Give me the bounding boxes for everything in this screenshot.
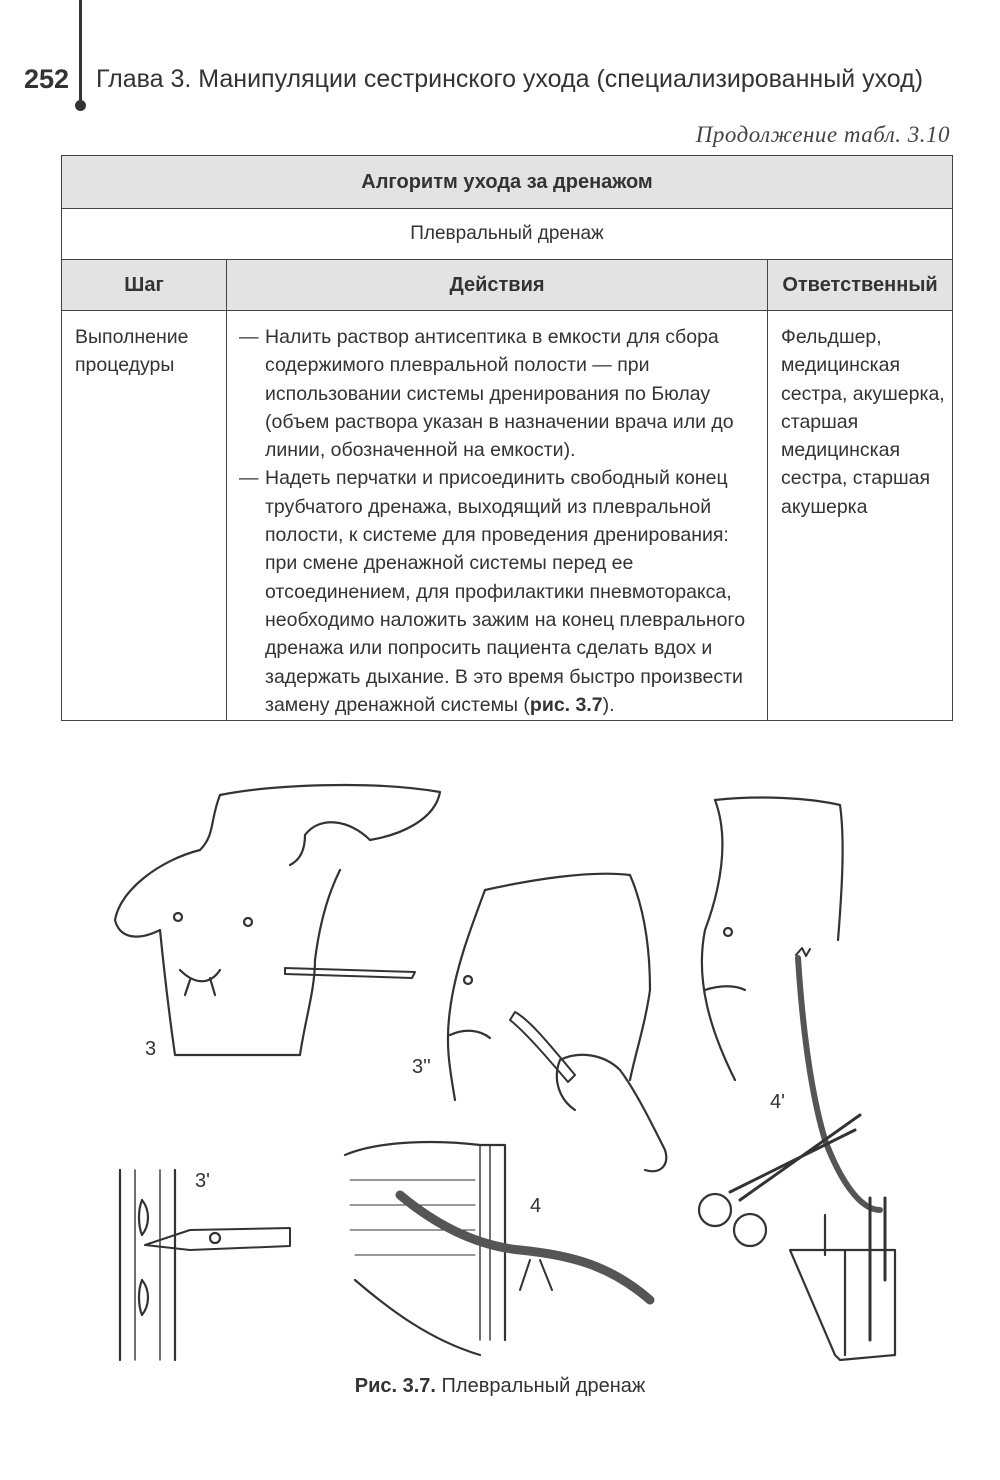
panel-label-3: 3 bbox=[145, 1038, 157, 1060]
actions-cell bbox=[227, 311, 768, 721]
figure-reference-open: ( bbox=[523, 693, 530, 716]
panel-label-3-prime: 3' bbox=[195, 1170, 210, 1192]
panel-label-3-double-prime: 3'' bbox=[412, 1056, 431, 1078]
action-text: Налить раствор антисептика в емкости для сбора содержимого плевральной полости — при использовании системы дренирования по Бюлау (объем раствора указан в назначении врача или до линии, обозначенной на емкости). bbox=[265, 326, 734, 462]
table-subtitle-row bbox=[62, 209, 953, 260]
responsible-cell: Фельдшер, медицинская сестра, акушерка, старшая медицинская сестра, старшая акушерка bbox=[768, 311, 953, 721]
page-number: 252 bbox=[24, 64, 70, 94]
figure-illustration bbox=[90, 780, 910, 1370]
column-header-actions: Действия bbox=[227, 260, 768, 311]
action-text bbox=[265, 464, 759, 719]
panel-label-4-prime: 4' bbox=[770, 1091, 785, 1113]
figure-reference-close: ). bbox=[602, 693, 615, 716]
action-text-body: Надеть перчатки и присоединить свободный конец трубчатого дренажа, выходящий из плевральной полости, к системе для проведения дренирования: при смене дренажной системы перед ее отсоединением, для профилактики пневмоторакса, необходимо наложить зажим на конец плеврального дренажа или попросить пациента сделать вдох и задержать дыхание. В это время быстро произвести замену дренажной системы bbox=[265, 467, 746, 716]
panel-4b-drainage-system bbox=[699, 798, 895, 1360]
panel-3b-torso bbox=[448, 874, 666, 1172]
list-dash: — bbox=[239, 467, 259, 490]
action-item bbox=[239, 464, 759, 719]
figure-caption bbox=[0, 1375, 1000, 1398]
header-dot bbox=[75, 100, 86, 111]
panel-label-4: 4 bbox=[530, 1195, 542, 1217]
step-cell: Выполнение процедуры bbox=[62, 311, 227, 721]
panel-3a-chest-wall-section bbox=[120, 1170, 290, 1360]
table-title-row bbox=[62, 156, 953, 209]
list-dash: — bbox=[239, 326, 259, 348]
figure-caption-number: Рис. 3.7. bbox=[354, 1375, 436, 1397]
chapter-title: Глава 3. Манипуляции сестринского ухода (специализированный уход) bbox=[96, 65, 924, 93]
column-header-responsible: Ответственный bbox=[768, 260, 953, 311]
panel-3-torso bbox=[115, 785, 440, 1055]
table-continuation-note: Продолжение табл. 3.10 bbox=[695, 122, 950, 147]
algorithm-table bbox=[61, 155, 953, 721]
action-item bbox=[239, 323, 759, 464]
page-header bbox=[0, 0, 1000, 110]
table-header-row bbox=[62, 260, 953, 311]
header-rule bbox=[79, 0, 82, 108]
table-title: Алгоритм ухода за дренажом bbox=[62, 156, 953, 209]
figure-caption-text: Плевральный дренаж bbox=[435, 1375, 646, 1397]
figure-reference[interactable]: рис. 3.7 bbox=[529, 693, 603, 716]
pleural-drainage-figure bbox=[90, 780, 910, 1370]
column-header-step: Шаг bbox=[62, 260, 227, 311]
table-row bbox=[62, 311, 953, 721]
table-subtitle: Плевральный дренаж bbox=[62, 209, 953, 260]
panel-4-drain-in-wall bbox=[345, 1142, 650, 1355]
